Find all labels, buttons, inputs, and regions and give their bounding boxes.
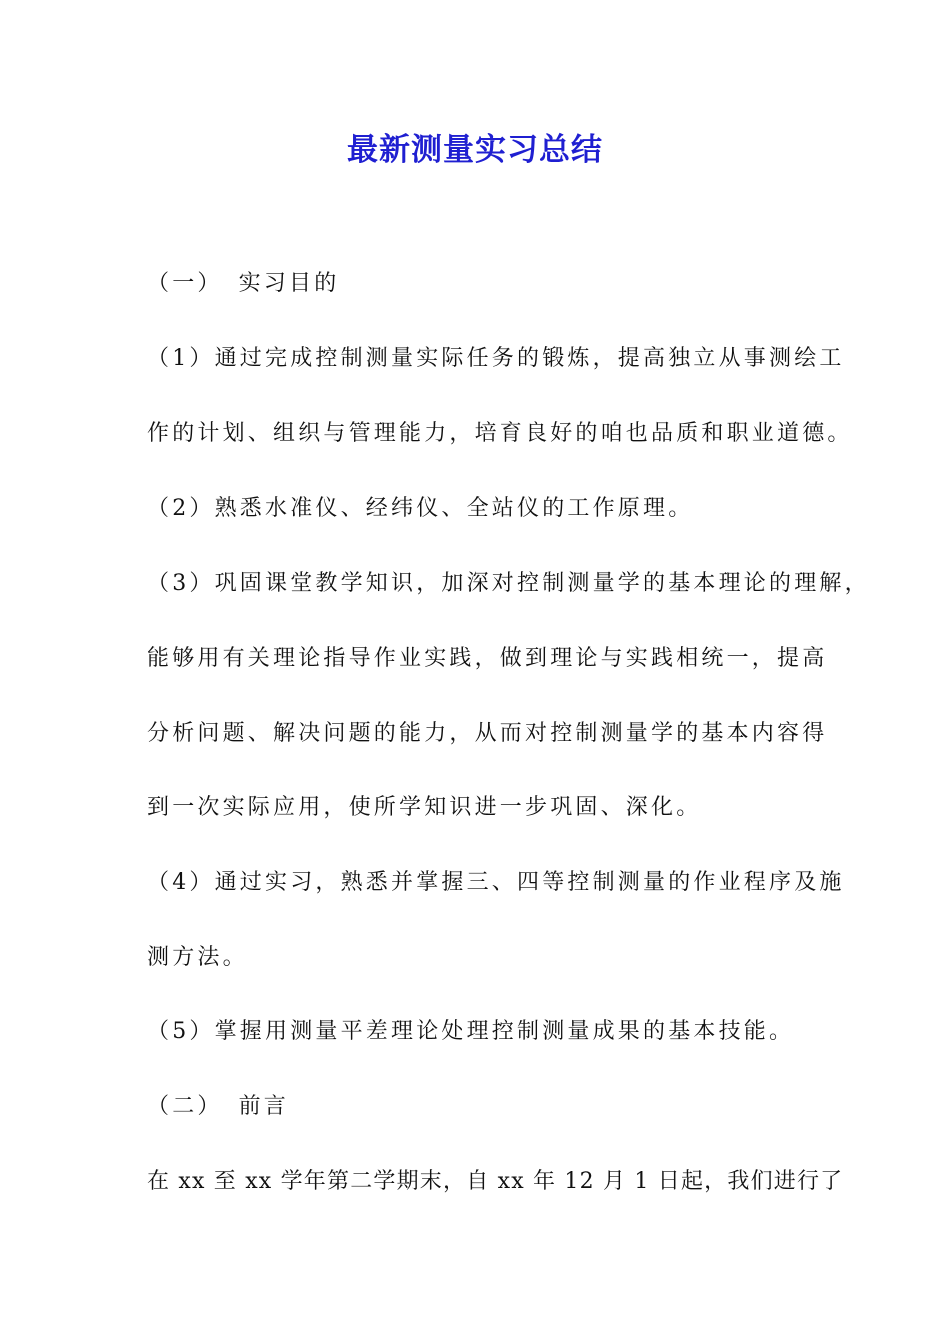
section-number: （一）	[147, 271, 223, 296]
paragraph-line: （5）掌握用测量平差理论处理控制测量成果的基本技能。	[147, 1019, 795, 1044]
section-heading-text: 前言	[238, 1094, 290, 1119]
document-title: 最新测量实习总结	[347, 132, 603, 168]
paragraph-line: （4）通过实习，熟悉并掌握三、四等控制测量的作业程序及施	[147, 870, 845, 895]
paragraph-line: 能够用有关理论指导作业实践，做到理论与实践相统一，提高	[147, 646, 828, 671]
paragraph-line: （1）通过完成控制测量实际任务的锻炼，提高独立从事测绘工	[147, 346, 845, 371]
paragraph-line: 在 xx 至 xx 学年第二学期末，自 xx 年 12 月 1 日起，我们进行了	[147, 1169, 844, 1194]
paragraph-line: 作的计划、组织与管理能力，培育良好的咱也品质和职业道德。	[147, 421, 853, 446]
section-heading-preface	[147, 1091, 827, 1123]
section-heading-text: 实习目的	[238, 271, 340, 296]
section-number: （二）	[147, 1094, 223, 1119]
paragraph-line: （2）熟悉水准仪、经纬仪、全站仪的工作原理。	[147, 496, 694, 521]
paragraph-line: 分析问题、解决问题的能力，从而对控制测量学的基本内容得	[147, 721, 828, 746]
section-heading-purpose	[147, 268, 827, 300]
paragraph-line: 测方法。	[147, 945, 248, 970]
paragraph-line: （3）巩固课堂教学知识，加深对控制测量学的基本理论的理解，	[147, 571, 870, 596]
paragraph-line: 到一次实际应用，使所学知识进一步巩固、深化。	[147, 795, 702, 820]
